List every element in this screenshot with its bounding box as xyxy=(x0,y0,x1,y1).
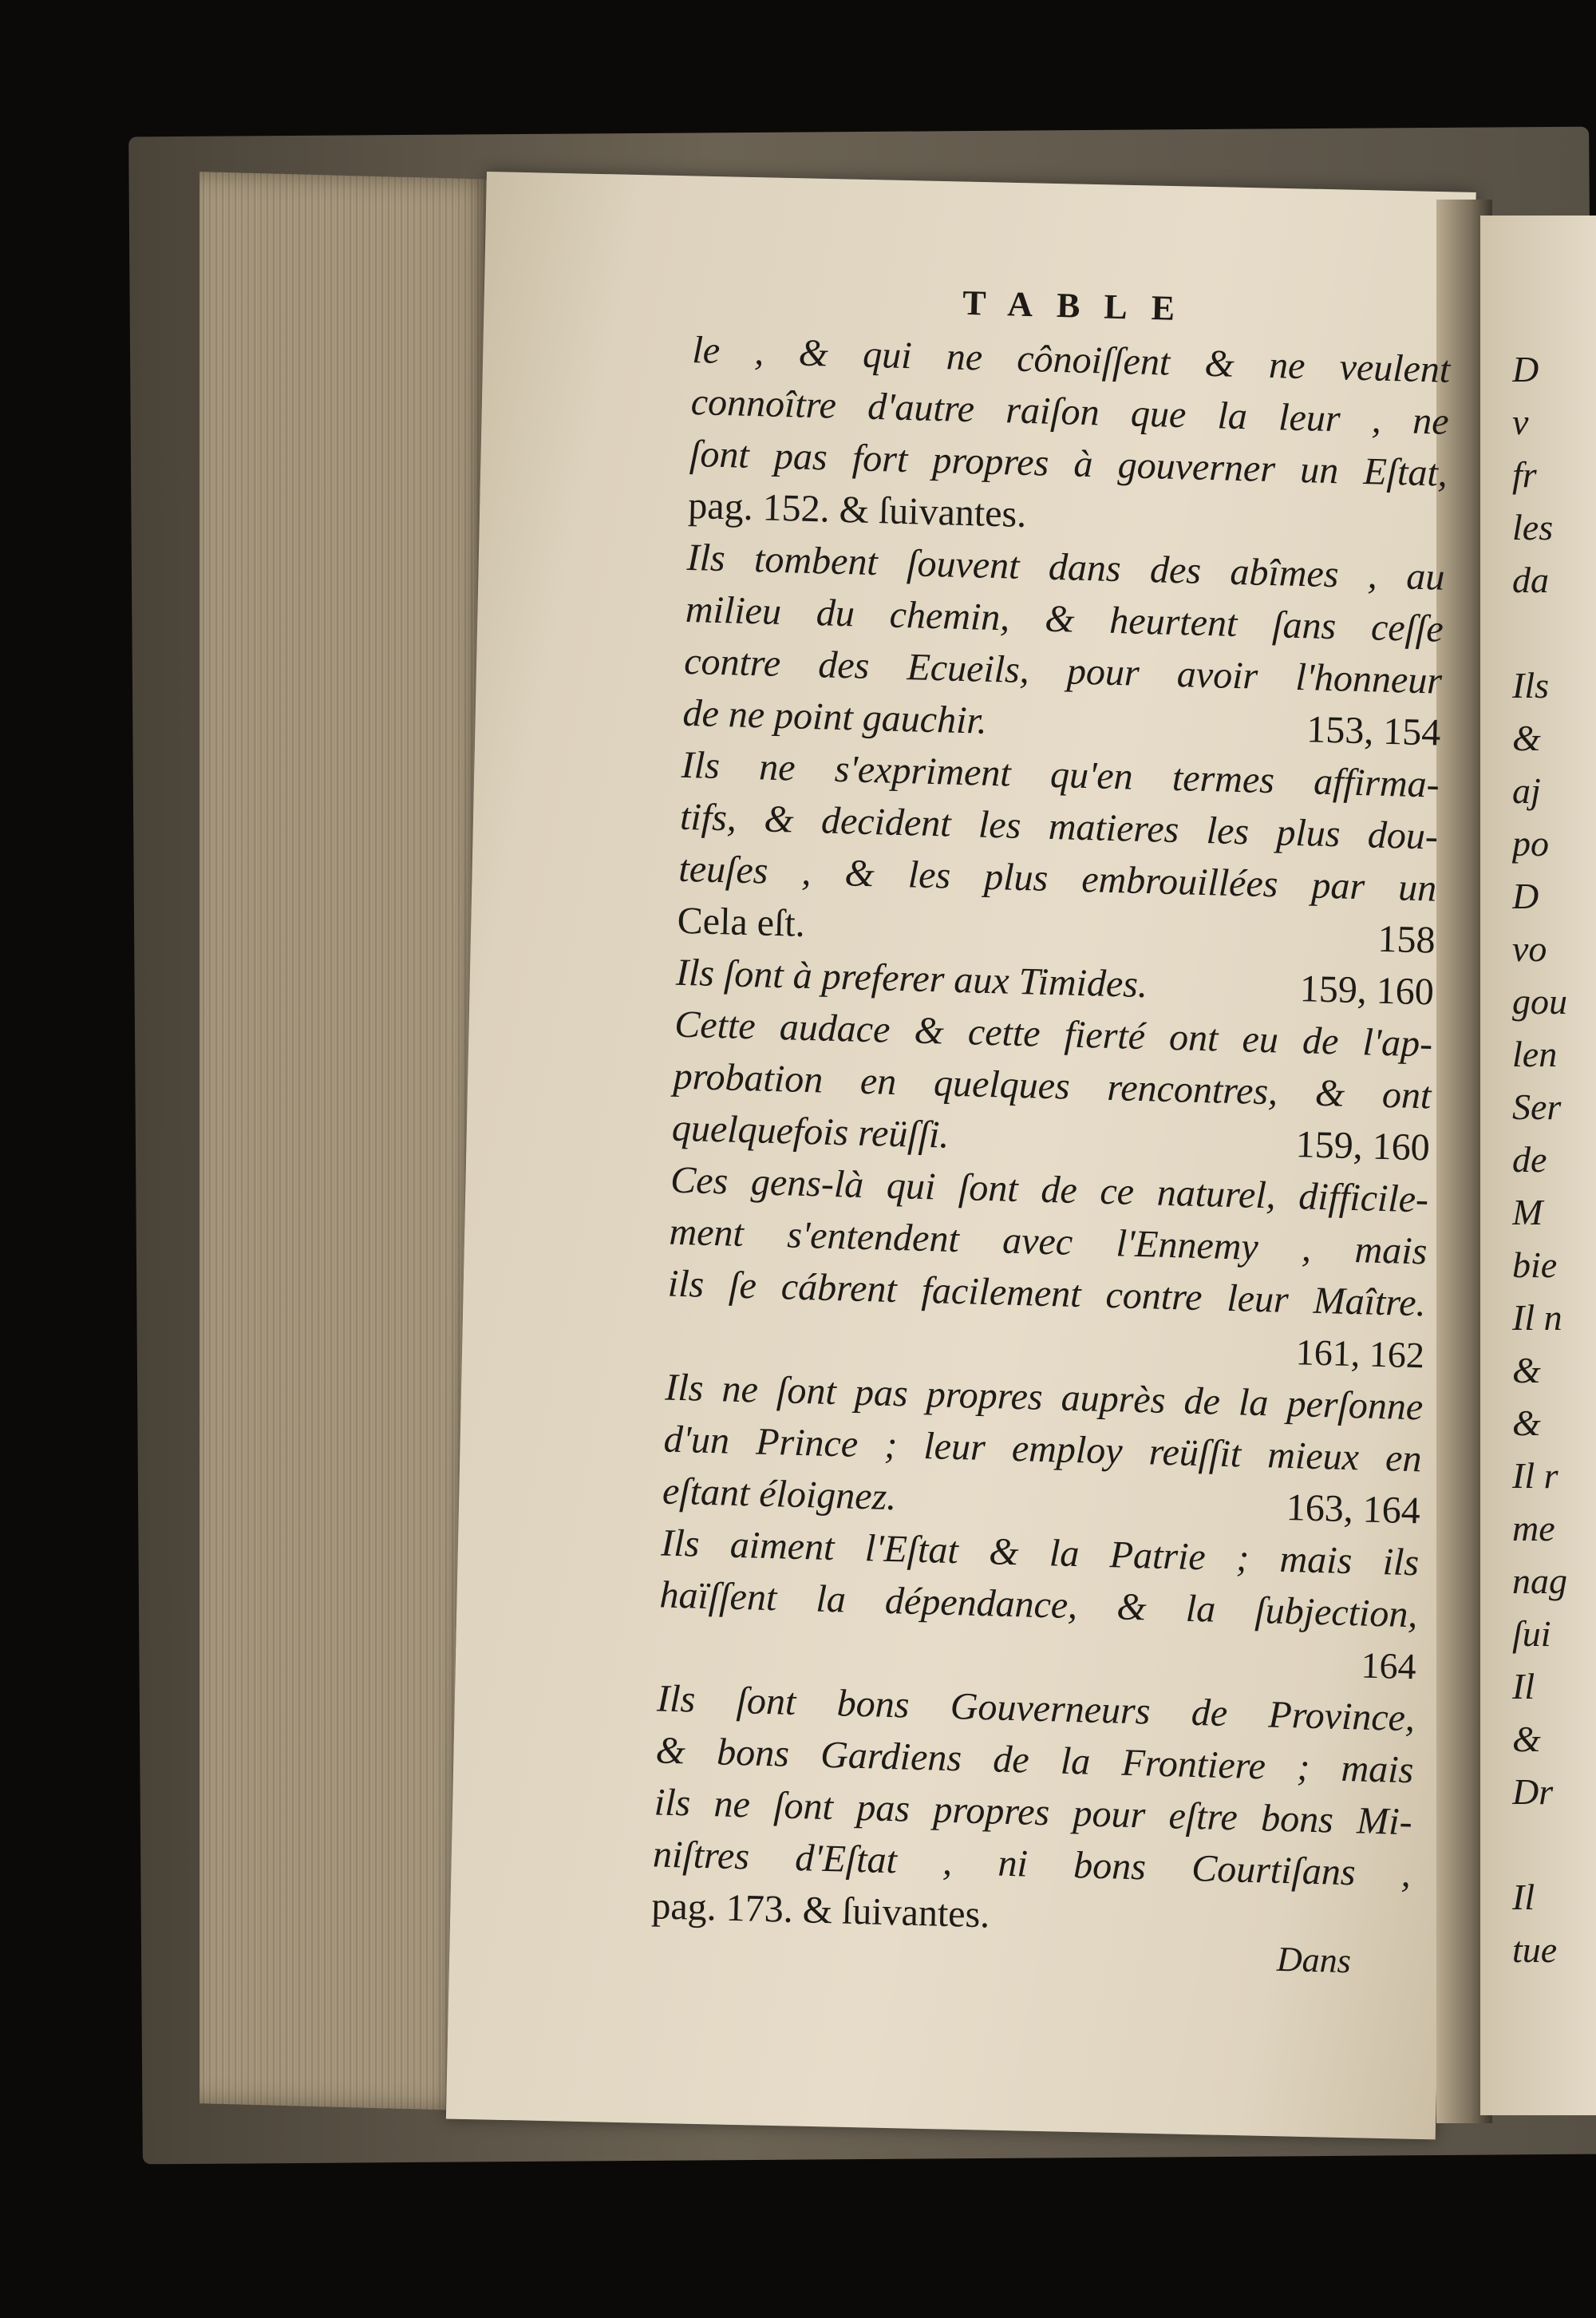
facing-page-line xyxy=(1512,1818,1596,1871)
facing-page-line: & xyxy=(1512,1719,1541,1759)
entry-line: connoître d'autre raiſon que la leur , ne xyxy=(690,380,1450,443)
index-entry xyxy=(651,1672,1416,1952)
entry-line: d'un Prince ; leur employ reüſſit mieux en xyxy=(663,1418,1423,1481)
catchword: Dans xyxy=(1276,1939,1352,1981)
facing-page-line: ſui xyxy=(1512,1613,1551,1654)
entry-line: Ils ſont bons Gouverneurs de Province, xyxy=(656,1677,1416,1740)
entry-line: & bons Gardiens de la Frontiere ; mais xyxy=(654,1729,1414,1792)
entry-line: haïſſent la dépendance, & la ſubjection, xyxy=(659,1573,1419,1636)
page-reference: 164 xyxy=(1361,1644,1417,1687)
index-entry xyxy=(662,1362,1424,1537)
facing-page-line: v xyxy=(1512,401,1529,442)
entry-text: eſtant éloignez. xyxy=(662,1470,897,1519)
page-reference-line: pag. 173. & ſuivantes. xyxy=(650,1885,990,1936)
entry-text: quelquefois reüſſi. xyxy=(671,1106,950,1157)
entry-line: contre des Ecueils, pour avoir l'honneur xyxy=(683,639,1443,702)
index-entry xyxy=(671,999,1433,1174)
facing-page-line: fr xyxy=(1512,454,1537,495)
entry-line: teuſes , & les plus embrouillées par un xyxy=(678,847,1437,910)
facing-page-line: Il xyxy=(1512,1877,1535,1917)
entry-line: Ils ne s'expriment qu'en termes affirma- xyxy=(681,743,1440,806)
facing-page-line: po xyxy=(1512,823,1549,864)
entry-line: Ils ne ſont pas propres auprès de la perſonne xyxy=(664,1366,1424,1429)
page-reference-line: pag. 152. & ſuivantes. xyxy=(687,484,1027,536)
entry-line: Ces gens-là qui ſont de ce naturel, difficile- xyxy=(670,1158,1429,1221)
index-entry xyxy=(688,324,1451,552)
page-edges xyxy=(200,172,495,2111)
index-entry xyxy=(666,1154,1428,1382)
facing-page-line: Il xyxy=(1512,1666,1535,1707)
facing-page-line: bie xyxy=(1512,1244,1558,1285)
entry-text: de ne point gauchir. xyxy=(681,691,988,742)
entry-text: Ils ſont à preferer aux Timides. xyxy=(675,951,1148,1007)
facing-page-line: D xyxy=(1512,349,1539,390)
entry-line: Ils aiment l'Eſtat & la Patrie ; mais ils xyxy=(660,1521,1420,1584)
facing-page-line: Ils xyxy=(1512,665,1549,706)
entry-roman-text: Cela eſt. xyxy=(677,899,806,945)
page-reference: 158 xyxy=(1377,917,1436,962)
entry-line: milieu du chemin, & heurtent ſans ceſſe xyxy=(685,587,1444,651)
facing-page-line: da xyxy=(1512,560,1549,600)
facing-page-line: Il r xyxy=(1512,1455,1558,1496)
entry-line: ils ſe cábrent facilement contre leur Maître. xyxy=(667,1262,1427,1325)
facing-page-line: de xyxy=(1512,1139,1547,1180)
facing-page-line: & xyxy=(1512,718,1541,758)
index-entry xyxy=(682,532,1445,759)
entry-line: probation en quelques rencontres, & ont xyxy=(673,1054,1432,1117)
facing-page-line: Il n xyxy=(1512,1297,1562,1338)
index-entry xyxy=(658,1517,1420,1692)
page-reference: 153, 154 xyxy=(1306,708,1442,754)
entry-line: tifs, & decident les matieres les plus dou- xyxy=(679,795,1439,858)
facing-page-line: & xyxy=(1512,1402,1541,1443)
entry-line: ſont pas fort propres à gouverner un Eſtat, xyxy=(689,432,1448,495)
page-reference: 159, 160 xyxy=(1295,1123,1431,1169)
facing-page-line: nag xyxy=(1512,1560,1567,1601)
facing-page-line: Dr xyxy=(1512,1771,1554,1812)
index-entry xyxy=(677,739,1440,967)
running-head: TABLE xyxy=(962,283,1199,329)
facing-page-line: tue xyxy=(1512,1929,1558,1970)
facing-page-text xyxy=(1512,343,1596,1976)
entry-line: le , & qui ne cônoiſſent & ne veulent xyxy=(691,328,1451,391)
entry-line: ils ne ſont pas propres pour eſtre bons Mi- xyxy=(654,1781,1413,1844)
facing-page-line: & xyxy=(1512,1350,1541,1390)
facing-page-line: len xyxy=(1512,1034,1558,1074)
facing-page-line: M xyxy=(1512,1192,1543,1232)
facing-page-line: D xyxy=(1512,876,1539,916)
facing-page-line: les xyxy=(1512,507,1554,548)
page-reference: 163, 164 xyxy=(1286,1485,1421,1533)
page-reference: 159, 160 xyxy=(1299,967,1435,1014)
facing-page-line: Ser xyxy=(1512,1086,1562,1127)
facing-page-line: gou xyxy=(1512,981,1567,1022)
facing-page-line: me xyxy=(1512,1508,1555,1549)
index-text-block xyxy=(651,275,1452,1952)
entry-line: ment s'entendent avec l'Ennemy , mais xyxy=(668,1210,1428,1273)
entry-line: Ils tombent ſouvent dans des abîmes , au xyxy=(686,536,1446,599)
page-reference: 161, 162 xyxy=(1295,1331,1425,1376)
entry-line: Cette audace & cette fierté ont eu de l'ap- xyxy=(674,1003,1433,1066)
entry-line: niſtres d'Eſtat , ni bons Courtiſans , xyxy=(652,1833,1412,1896)
facing-page-line: aj xyxy=(1512,770,1541,811)
facing-page-line: vo xyxy=(1512,928,1547,969)
facing-page-line xyxy=(1512,607,1596,659)
